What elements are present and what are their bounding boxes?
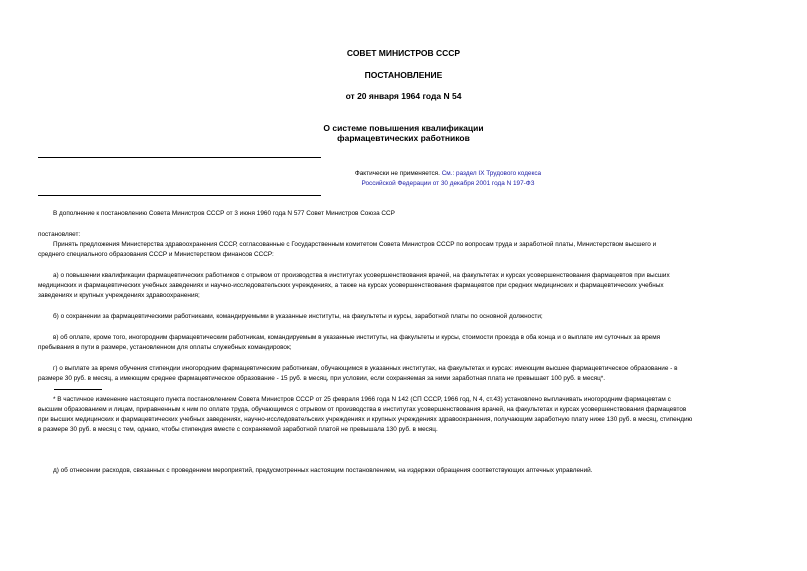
item-g-line-2: размере 30 руб. в месяц, а имеющим среднее фармацевтическое образование - 15 руб. в месяц, при условии, если сохраняемая за ними заработная плата не превышает 100 руб. в месяц*.: [38, 375, 606, 382]
footnote-divider: [54, 389, 102, 390]
item-v-line-1: в) об оплате, кроме того, иногородним фармацевтическим работникам, командируемым в указанные институты, на факультеты и курсы, стоимости проезда в оба конца и о выплате им суточных за время: [53, 334, 661, 341]
document-title-line-1: О системе повышения квалификации: [323, 123, 484, 133]
divider-top: [38, 157, 321, 158]
divider-bottom: [38, 195, 321, 196]
paragraph-1-line-1: Принять предложения Министерства здравоохранения СССР, согласованные с Государственным комитетом Совета Министров СССР по вопросам труда и заработной платы, Министерством высшего и: [53, 241, 657, 248]
footnote-line-1: * В частичное изменение настоящего пункта постановлением Совета Министров СССР от 25 февраля 1966 года N 142 (СП СССР, 1966 год, N 4, ст.43) установлено выплачивать иногородним фармацевтам с: [53, 396, 671, 403]
item-d-line-1: д) об отнесении расходов, связанных с проведением мероприятий, предусмотренных настоящим постановлением, на издержки обращения соответствующих аптечных управлений.: [53, 467, 593, 474]
item-a-line-2: медицинских и фармацевтических учебных заведениях и научно-исследовательских учреждениях, а также на курсах усовершенствования фармацевтов при средних медицинских и фармацевтических учебных: [38, 282, 664, 289]
document-title-line-2: фармацевтических работников: [337, 133, 470, 143]
status-note-line-1: [268, 169, 628, 179]
resolves-line: постановляет:: [38, 231, 81, 238]
item-b-line-1: б) о сохранении за фармацевтическими работниками, командируемыми в указанные институты, на факультеты и курсы, заработной платы по основной должности;: [53, 313, 543, 320]
item-v-line-2: пребывания в пути в размере, установленном для оплаты служебных командировок;: [38, 344, 292, 351]
labor-code-link[interactable]: См.: раздел IX Трудового кодекса: [441, 170, 542, 177]
document-type-heading: ПОСТАНОВЛЕНИЕ: [364, 70, 443, 80]
intro-paragraph: В дополнение к постановлению Совета Министров СССР от 3 июня 1960 года N 577 Совет Министров Союза ССР: [53, 210, 395, 217]
footnote-line-4: в размере 30 руб. в месяц с тем, однако, чтобы стипендия вместе с сохраняемой заработной платой не превышала 130 руб. в месяц.: [38, 426, 438, 433]
labor-code-link-date[interactable]: Российской Федерации от 30 декабря 2001 года N 197-ФЗ: [361, 180, 535, 187]
status-note-prefix: Фактически не применяется.: [354, 170, 442, 177]
item-g-line-1: г) о выплате за время обучения стипендии иногородним фармацевтическим работникам, обучающимся в указанных институтах, на факультетах и курсах: имеющим высшее фармацевтическое образование - в: [53, 365, 678, 372]
item-a-line-3: заведениях и крупных учреждениях здравоохранения;: [38, 292, 200, 299]
item-a-line-1: а) о повышении квалификации фармацевтических работников с отрывом от производства в институтах усовершенствования врачей, на факультетах и курсах усовершенствования фармацевтов при высших: [53, 272, 670, 279]
status-note-line-2: [268, 179, 628, 189]
footnote-line-3: при высших медицинских и фармацевтических учебных заведениях, научно-исследовательских учреждениях и крупных учреждениях здравоохранения, получающим заработную плату ниже 130 руб. в месяц, стипендию: [38, 416, 693, 423]
footnote-line-2: высшим образованием и лицам, приравненным к ним по оплате труда, обучающимся с отрывом от производства в институтах усовершенствования врачей, на факультетах и курсах усовершенствования фармацевтов: [38, 406, 687, 413]
document-date-number: от 20 января 1964 года N 54: [345, 91, 462, 101]
council-heading: СОВЕТ МИНИСТРОВ СССР: [346, 48, 461, 58]
paragraph-1-line-2: среднего специального образования СССР и Министерством финансов СССР:: [38, 251, 274, 258]
